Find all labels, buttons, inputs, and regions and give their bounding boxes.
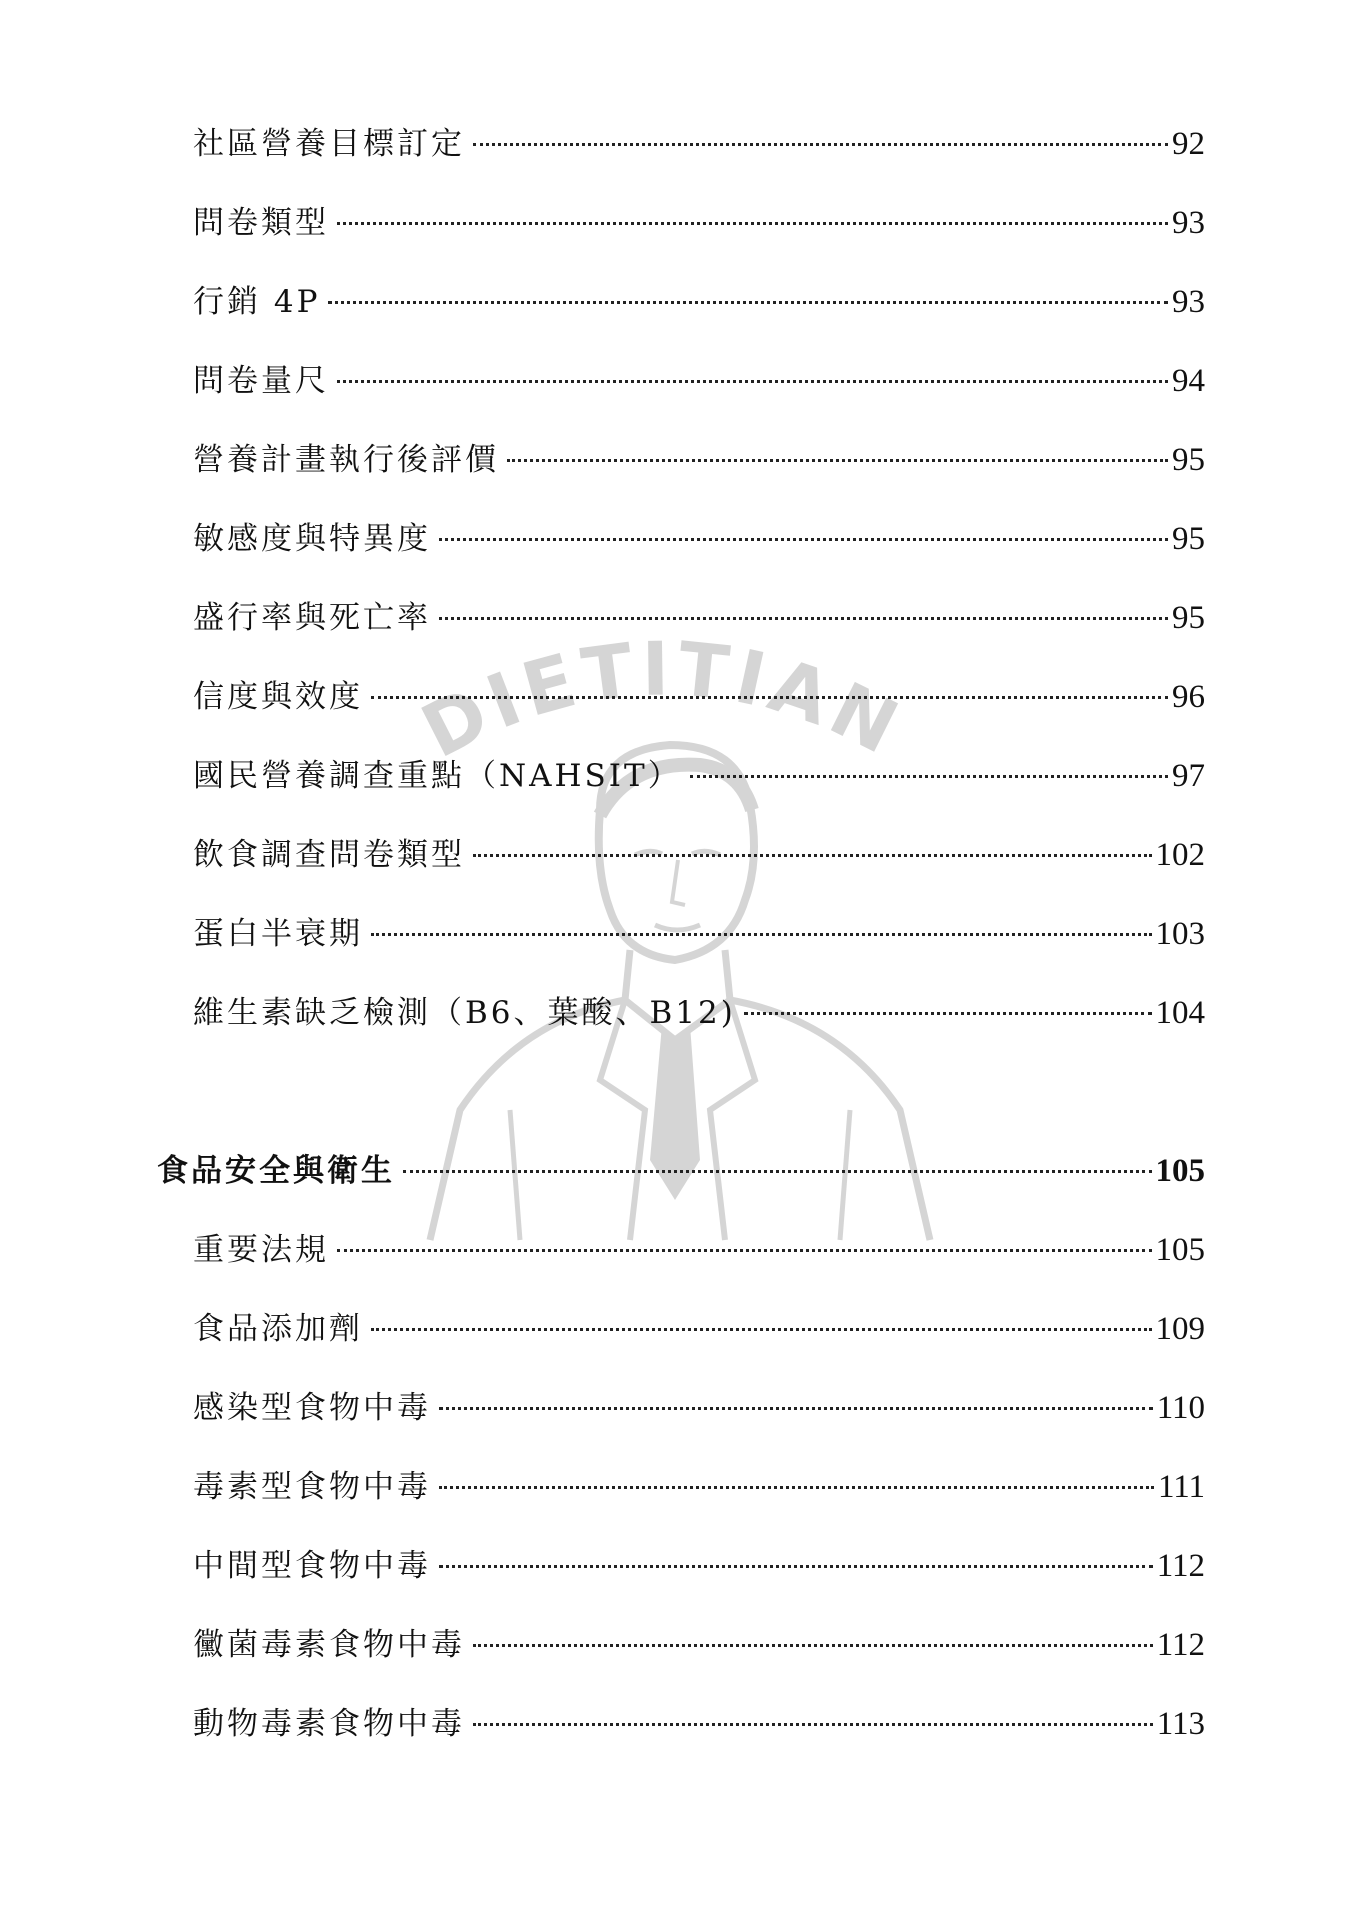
dot-leader [403,1170,1152,1173]
dot-leader [744,1012,1152,1015]
toc-entry-label: 行銷 4P [193,284,321,320]
toc-entry-page: 113 [1156,1706,1205,1742]
toc-entry-page: 105 [1155,1232,1205,1268]
toc-entry[interactable] [193,357,1205,405]
toc-entry-label: 問卷類型 [193,205,329,241]
dot-leader [473,1644,1153,1647]
toc-entry-page: 112 [1156,1548,1205,1584]
toc-entry-page: 104 [1155,995,1205,1031]
dot-leader [337,1249,1152,1252]
toc-entry[interactable] [193,199,1205,247]
toc-entry[interactable] [193,1542,1205,1590]
toc-entry-label: 飲食調查問卷類型 [193,837,465,873]
watermark-text: DIETITIAN [408,640,916,776]
toc-section-page: 105 [1155,1153,1205,1189]
toc-entry[interactable] [193,989,1205,1037]
toc-entry[interactable] [193,1305,1205,1353]
toc-entry-page: 95 [1172,521,1205,557]
dot-leader [371,696,1168,699]
toc-entry[interactable] [193,1463,1205,1511]
toc-entry-label: 蛋白半衰期 [193,916,363,952]
toc-entry-page: 93 [1172,205,1205,241]
dot-leader [473,143,1168,146]
dot-leader [337,380,1168,383]
toc-entry-label: 問卷量尺 [193,363,329,399]
dot-leader [439,538,1168,541]
toc-entry[interactable] [193,1384,1205,1432]
toc-section-label: 食品安全與衛生 [157,1153,395,1189]
dot-leader [473,1723,1153,1726]
toc-entry[interactable] [193,278,1205,326]
toc-entry-label: 感染型食物中毒 [193,1390,431,1426]
dot-leader [337,222,1168,225]
toc-entry[interactable] [193,1700,1205,1748]
toc-entry-page: 112 [1156,1627,1205,1663]
toc-entry-page: 109 [1155,1311,1205,1347]
toc-entry-label: 國民營養調查重點（NAHSIT） [193,758,682,794]
toc-entry-label: 食品添加劑 [193,1311,363,1347]
toc-entry-label: 信度與效度 [193,679,363,715]
toc-entry-page: 103 [1155,916,1205,952]
toc-entry-page: 93 [1172,284,1205,320]
dot-leader [328,301,1168,304]
toc-entry-page: 111 [1157,1469,1205,1505]
toc-entry[interactable] [193,910,1205,958]
toc-entry-label: 動物毒素食物中毒 [193,1706,465,1742]
toc-section-heading[interactable] [157,1147,1205,1195]
dot-leader [371,1328,1152,1331]
toc-entry-label: 毒素型食物中毒 [193,1469,431,1505]
dot-leader [507,459,1168,462]
toc-entry-page: 95 [1172,442,1205,478]
toc-entry-page: 92 [1172,126,1205,162]
dot-leader [473,854,1152,857]
toc-entry[interactable] [193,515,1205,563]
toc-entry[interactable] [193,673,1205,721]
toc-entry[interactable] [193,120,1205,168]
dot-leader [371,933,1152,936]
dot-leader [439,617,1168,620]
dot-leader [690,775,1168,778]
toc-entry-page: 95 [1172,600,1205,636]
toc-entry-page: 102 [1155,837,1205,873]
dot-leader [439,1407,1153,1410]
toc-entry-label: 營養計畫執行後評價 [193,442,499,478]
toc-entry-page: 94 [1172,363,1205,399]
toc-entry-page: 97 [1172,758,1205,794]
toc-entry-label: 重要法規 [193,1232,329,1268]
toc-entry[interactable] [193,594,1205,642]
toc-entry-label: 黴菌毒素食物中毒 [193,1627,465,1663]
toc-entry-label: 盛行率與死亡率 [193,600,431,636]
dot-leader [439,1565,1153,1568]
toc-entry[interactable] [193,1226,1205,1274]
toc-entry-label: 中間型食物中毒 [193,1548,431,1584]
dot-leader [439,1486,1154,1489]
toc-entry[interactable] [193,1621,1205,1669]
toc-entry[interactable] [193,752,1205,800]
toc-entry-label: 社區營養目標訂定 [193,126,465,162]
toc-entry-label: 維生素缺乏檢測（B6、葉酸、B12) [193,995,736,1031]
toc-entry[interactable] [193,436,1205,484]
toc-entry-label: 敏感度與特異度 [193,521,431,557]
toc-entry-page: 110 [1156,1390,1205,1426]
toc-entry[interactable] [193,831,1205,879]
toc-entry-page: 96 [1172,679,1205,715]
